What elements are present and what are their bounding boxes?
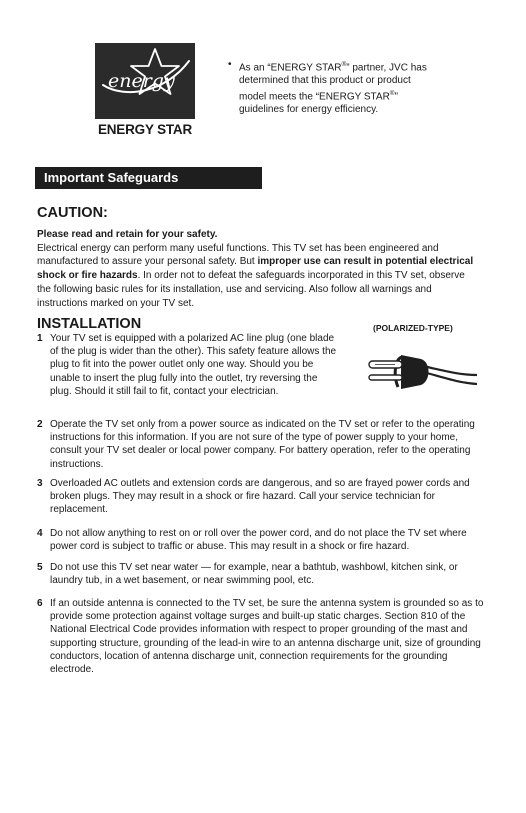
item-number: 6 (37, 598, 43, 609)
energy-script-text: energy (108, 70, 175, 92)
caution-body (37, 228, 481, 310)
caution-text-1: Electrical energy can perform many useful functions. This TV set has been engineered and manufactured to assure your personal safety. But (37, 242, 439, 268)
energy-star-icon (95, 43, 195, 119)
registered-mark: ® (389, 89, 395, 97)
partner-text-2: ” partner, JVC has determined that this product or product model meets the “ENERGY STAR (239, 62, 427, 103)
safeguard-item (37, 418, 490, 471)
energy-star-wordmark: ENERGY STAR (97, 122, 193, 137)
polarized-plug-illustration (365, 345, 477, 397)
polarized-plug-icon (365, 345, 477, 397)
caution-text-2: . In order not to defeat the safeguards incorporated in this TV set, observe the following basic rules for its installation, use and servicing. Also follow all warnings and instructions marked on your TV set. (37, 270, 465, 309)
item-text: Your TV set is equipped with a polarized AC line plug (one blade of the plug is wider than the other). This safety feature allows the plug to fit into the power outlet only one way. Should you be unable to insert the plug fully into the outlet, try reversing the plug. Should it still fail to fit, contact your electrician. (50, 333, 337, 397)
installation-heading: INSTALLATION (37, 316, 142, 332)
energy-star-partner-note (228, 59, 428, 116)
item-number: 4 (37, 528, 43, 539)
energy-star-emblem (95, 43, 195, 119)
caution-heading: CAUTION: (37, 205, 108, 221)
caution-bold-line: Please read and retain for your safety. (37, 229, 218, 240)
caution-paragraph (37, 242, 481, 311)
item-number: 2 (37, 419, 43, 430)
item-text: If an outside antenna is connected to the TV set, be sure the antenna system is grounded so as to provide some protection against voltage surges and built-up static charges. Section 810 of the National Electrical Code provides information with respect to proper grounding of the mast and supporting structure, grounding of the lead-in wire to an antenna discharge unit, size of grounding conductors, location of antenna discharge unit, connection requirements for the grounding electrode. (50, 598, 484, 676)
bullet-icon: • (228, 59, 232, 70)
caution-warning-bold: improper use can result in potential electrical shock or fire hazards (37, 256, 474, 282)
item-text: Do not use this TV set near water — for example, near a bathtub, washbowl, kitchen sink, or laundry tub, in a wet basement, or near swimming pool, etc. (50, 562, 458, 587)
partner-text-1: As an “ENERGY STAR (239, 62, 342, 74)
item-number: 5 (37, 562, 43, 573)
safeguard-item (37, 561, 490, 587)
safeguard-item (37, 597, 490, 676)
partner-note-text (228, 59, 428, 116)
section-title-banner: Important Safeguards (35, 167, 262, 189)
item-text: Overloaded AC outlets and extension cords are dangerous, and so are frayed power cords and broken plugs. They may result in a shock or fire hazard. Call your service technician for replacement. (50, 478, 470, 516)
item-text: Operate the TV set only from a power source as indicated on the TV set or refer to the operating instructions for this information. If you are not sure of the type of power supply to your home, consult your TV set dealer or local power company. For battery operation, refer to the operating instructions. (50, 419, 475, 470)
registered-mark: ® (341, 61, 347, 68)
safeguard-item (37, 477, 490, 517)
safeguard-item (37, 527, 490, 553)
energy-star-logo (95, 43, 195, 139)
partner-text-3: ” guidelines for energy efficiency. (239, 91, 398, 115)
plug-caption: (POLARIZED-TYPE) (373, 323, 453, 333)
item-number: 1 (37, 333, 43, 344)
safeguard-item (37, 332, 337, 398)
item-text: Do not allow anything to rest on or roll over the power cord, and do not place the TV set where power cord is subject to traffic or abuse. This may result in a shock or fire hazard. (50, 528, 467, 553)
item-number: 3 (37, 478, 43, 489)
